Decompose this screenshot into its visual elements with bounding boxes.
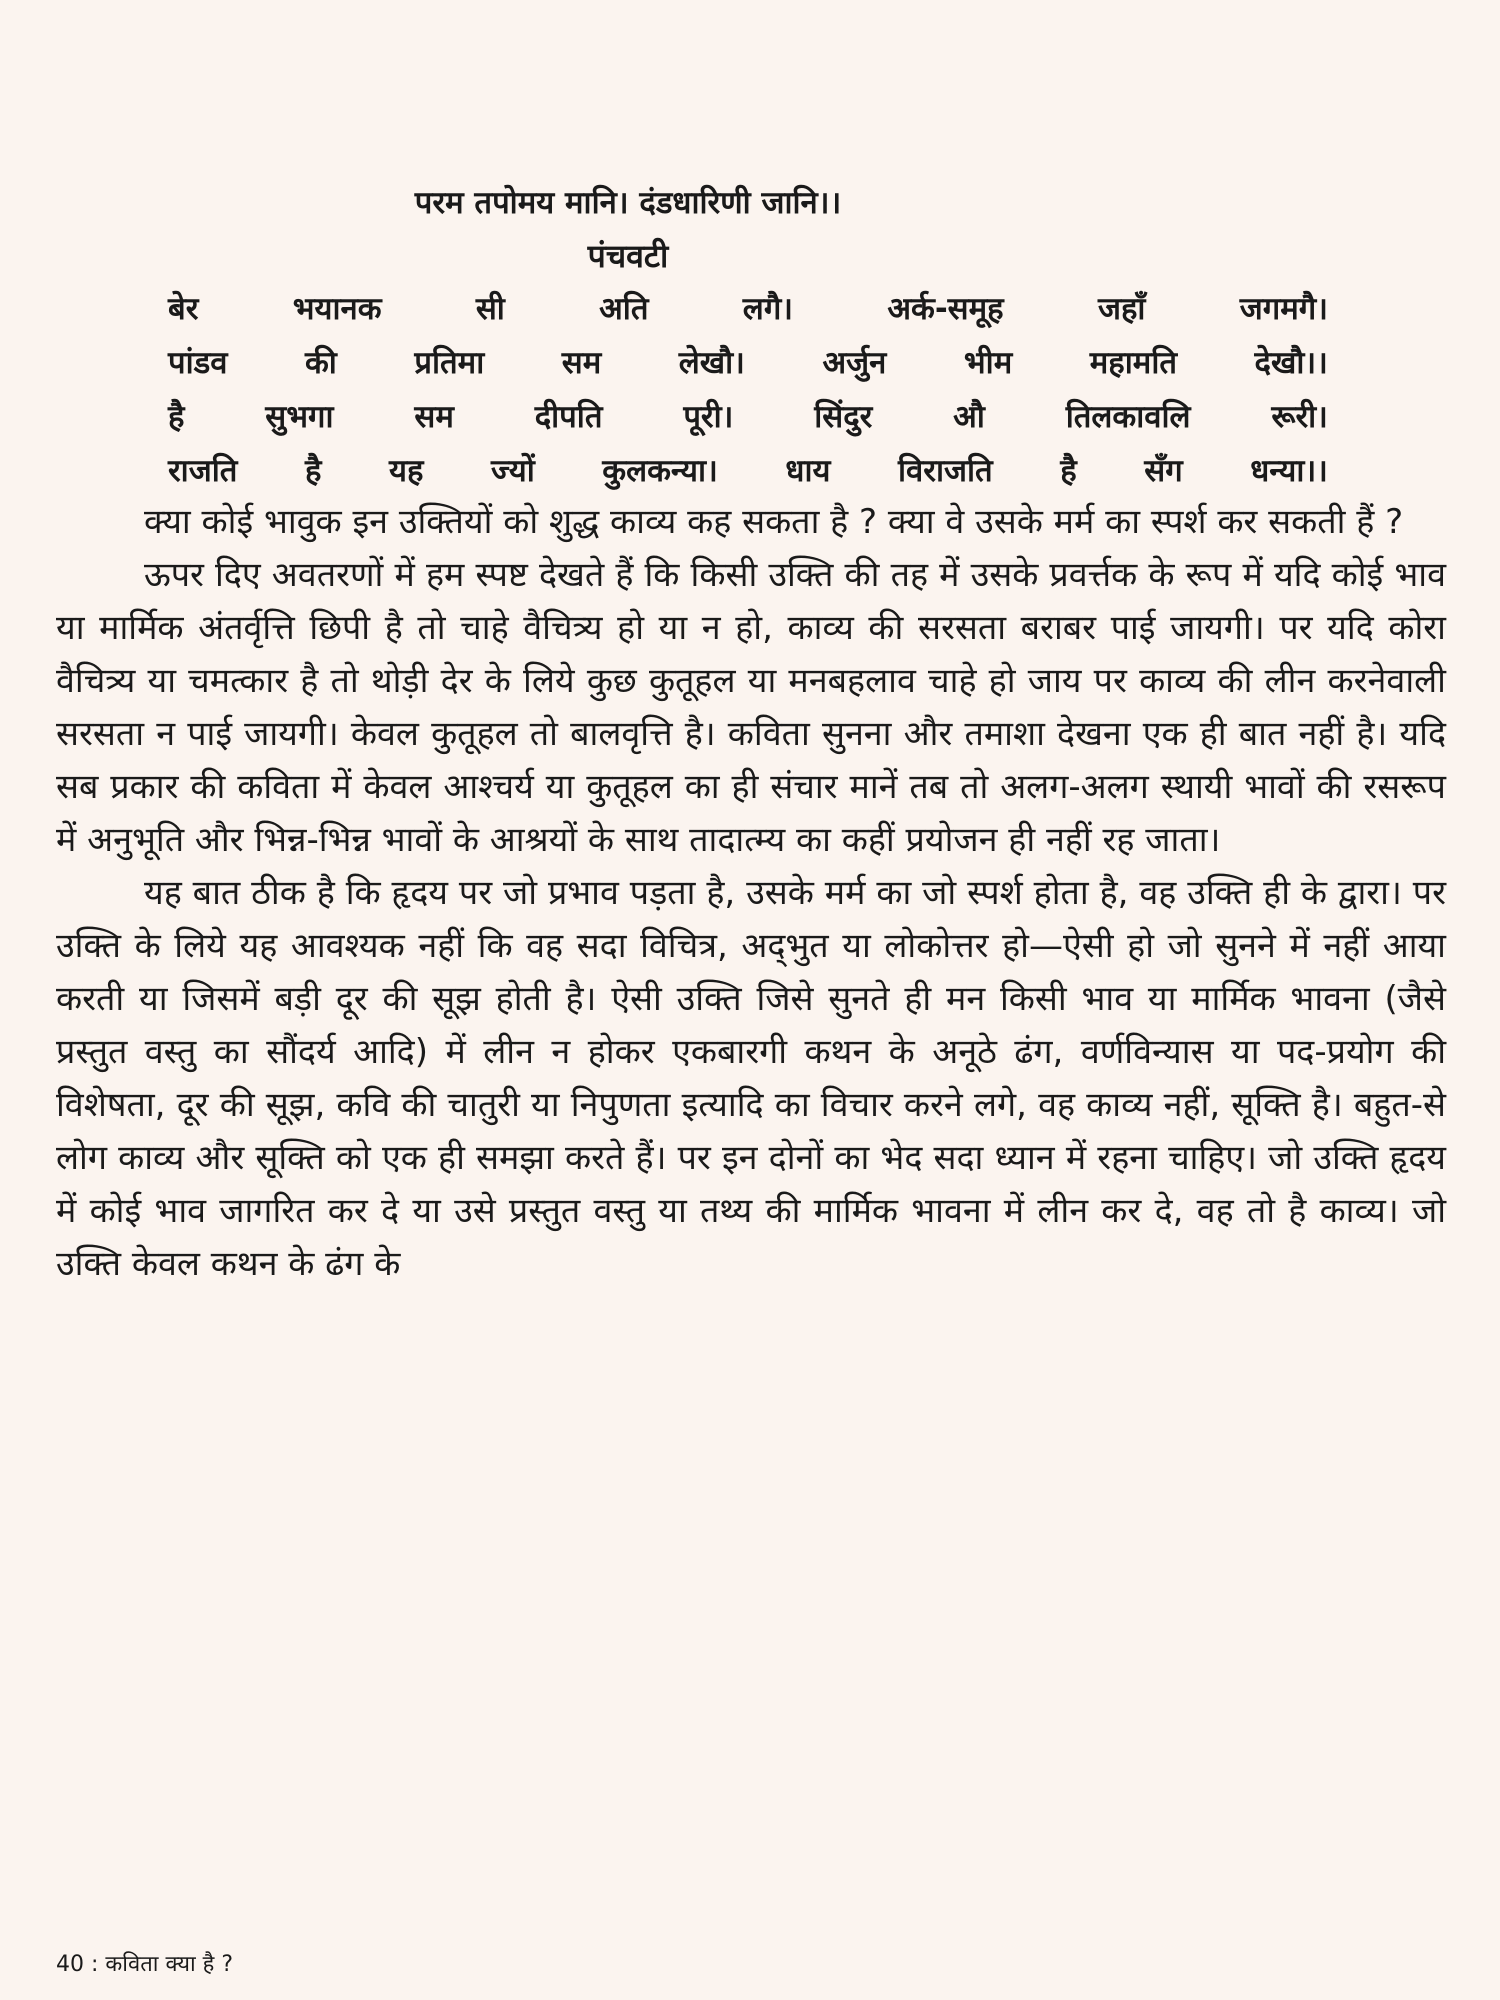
verse-word: सम bbox=[561, 345, 602, 381]
verse-word: सिंदुर bbox=[814, 399, 873, 435]
verse-word: सम bbox=[414, 399, 454, 435]
body-text bbox=[56, 496, 1446, 1291]
verse-word: तिलकावलि bbox=[1065, 399, 1191, 435]
verse-word: सी bbox=[475, 291, 505, 327]
verse-line bbox=[168, 282, 1328, 336]
verse-word: विराजति bbox=[898, 453, 993, 489]
verse-word: पूरी। bbox=[683, 399, 734, 435]
paragraph: यह बात ठीक है कि हृदय पर जो प्रभाव पड़ता है, उसके मर्म का जो स्पर्श होता है, वह उक्ति ही के द्वारा। पर उक्ति के लिये यह आवश्यक नहीं कि वह सदा विचित्र, अद्‌भुत या लोकोत्तर हो—ऐसी हो जो सुनने में नहीं आया करती या जिसमें बड़ी दूर की सूझ होती है। ऐसी उक्ति जिसे सुनते ही मन किसी भाव या मार्मिक भावना (जैसे प्रस्तुत वस्तु का सौंदर्य आदि) में लीन न होकर एकबारगी कथन के अनूठे ढंग, वर्णविन्यास या पद-प्रयोग की विशेषता, दूर की सूझ, कवि की चातुरी या निपुणता इत्यादि का विचार करने लगे, वह काव्य नहीं, सूक्ति है। बहुत-से लोग काव्य और सूक्ति को एक ही समझा करते हैं। पर इन दोनों का भेद सदा ध्यान में रहना चाहिए। जो उक्ति हृदय में कोई भाव जागरित कर दे या उसे प्रस्तुत वस्तु या तथ्य की मार्मिक भावना में लीन कर दे, वह तो है काव्य। जो उक्ति केवल कथन के ढंग के bbox=[56, 873, 1446, 1284]
verse-word: अर्जुन bbox=[822, 345, 887, 381]
verse-word: जगमगै। bbox=[1239, 291, 1328, 327]
verse-word: औ bbox=[953, 399, 985, 435]
verse-word: यह bbox=[388, 453, 424, 489]
verse-word: रूरी। bbox=[1271, 399, 1328, 435]
verse-word: कुलकन्या। bbox=[602, 453, 718, 489]
paragraph: क्या कोई भावुक इन उक्तियों को शुद्ध काव्य कह सकता है ? क्या वे उसके मर्म का स्पर्श कर सकती हैं ? bbox=[144, 502, 1404, 542]
verse-word: सँग bbox=[1144, 453, 1183, 489]
verse-word: लगै। bbox=[742, 291, 794, 327]
verse-top-line: परम तपोमय मानि। दंडधारिणी जानि।। bbox=[414, 185, 842, 221]
verse-word: बेर bbox=[168, 291, 199, 327]
verse-word: है bbox=[1060, 453, 1077, 489]
verse-word: पांडव bbox=[168, 345, 228, 381]
verse-word: भीम bbox=[963, 345, 1013, 381]
verse-word: राजति bbox=[168, 453, 238, 489]
paragraph: ऊपर दिए अवतरणों में हम स्पष्ट देखते हैं कि किसी उक्ति की तह में उसके प्रवर्त्तक के रूप में यदि कोई भाव या मार्मिक अंतर्वृत्ति छिपी है तो चाहे वैचित्र्य हो या न हो, काव्य की सरसता बराबर पाई जायगी। पर यदि कोरा वैचित्र्य या चमत्कार है तो थोड़ी देर के लिये कुछ कुतूहल या मनबहलाव चाहे हो जाय पर काव्य की लीन करनेवाली सरसता न पाई जायगी। केवल कुतूहल तो बालवृत्ति है। कविता सुनना और तमाशा देखना एक ही बात नहीं है। यदि सब प्रकार की कविता में केवल आश्चर्य या कुतूहल का ही संचार मानें तब तो अलग-अलग स्थायी भावों की रसरूप में अनुभूति और भिन्न-भिन्न भावों के आश्रयों के साथ तादात्म्य का कहीं प्रयोजन ही नहीं रह जाता। bbox=[56, 555, 1446, 860]
verse-word: महामति bbox=[1089, 345, 1178, 381]
verse-word: लेखौ। bbox=[678, 345, 745, 381]
verse-line bbox=[168, 444, 1328, 498]
verse-word: धन्या।। bbox=[1250, 453, 1328, 489]
verse-word: अति bbox=[599, 291, 649, 327]
verse-word: दीपति bbox=[534, 399, 603, 435]
verse-word: सुभगा bbox=[265, 399, 334, 435]
verse-line bbox=[168, 336, 1328, 390]
verse-word: देखौ।। bbox=[1254, 345, 1328, 381]
page-footer: 40 : कविता क्या है ? bbox=[56, 1952, 234, 1977]
verse-word: ज्यों bbox=[490, 453, 535, 489]
verse-line bbox=[168, 390, 1328, 444]
verse-word: है bbox=[304, 453, 322, 489]
verse-word: प्रतिमा bbox=[414, 345, 485, 381]
verse-word: जहाँ bbox=[1097, 291, 1146, 327]
verse-word: अर्क-समूह bbox=[887, 291, 1004, 327]
verse-title: पंचवटी bbox=[587, 237, 669, 275]
verse-word: भयानक bbox=[292, 291, 382, 327]
verse-block bbox=[168, 176, 1328, 498]
verse-word: की bbox=[304, 345, 337, 381]
verse-word: है bbox=[168, 399, 185, 435]
verse-word: धाय bbox=[785, 453, 831, 489]
